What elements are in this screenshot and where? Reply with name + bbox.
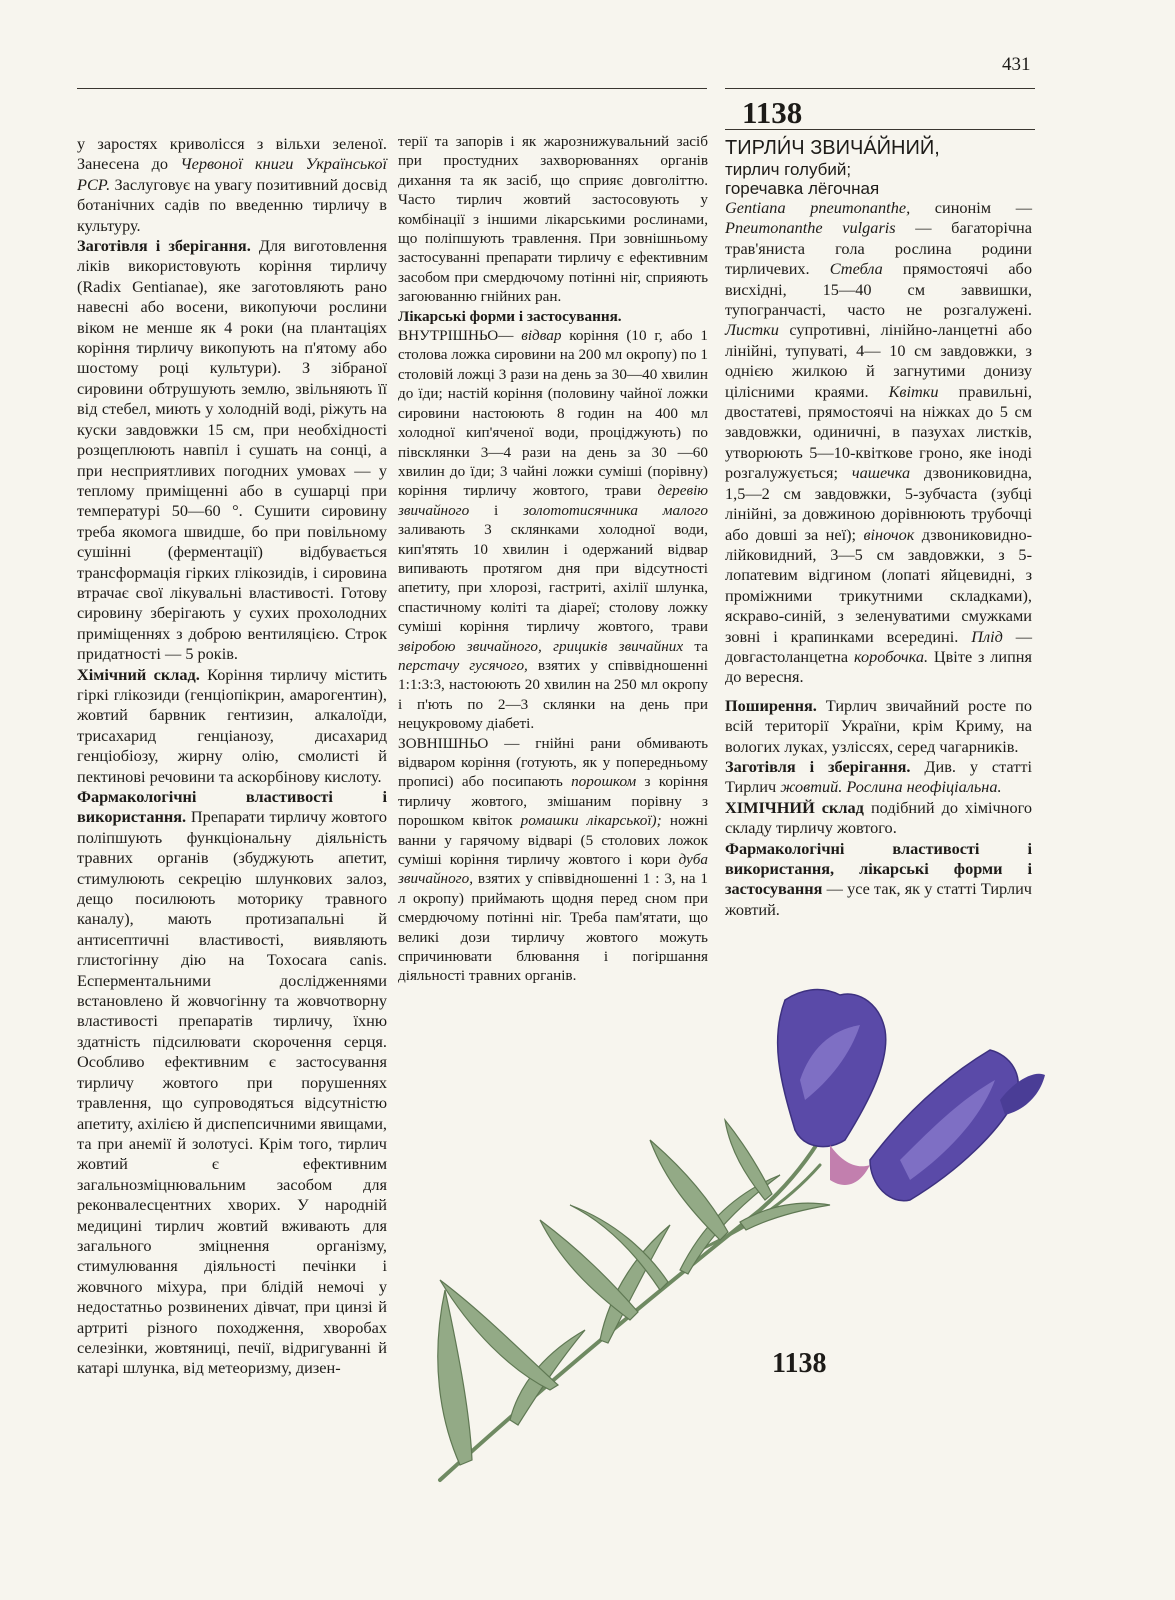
text-run: Поширення. [725,695,817,715]
entry-number: 1138 [742,95,803,130]
text-run: супротивні, лінійно-ланцетні або лінійні, тупуваті, 4— 10 см завдовжки, з однією жилкою й загнутими донизу цілісними краями. [725,320,1032,401]
text-run: правильні, двостатеві, прямостоячі на ніжках до 5 см завдовжки, одиничні, в пазухах листків, утворюють 5—10-квіткове гроно, яке іноді розгалужується; [725,381,1032,483]
text-run: Коріння тирличу містить гіркі глікозиди (генціопікрин, амарогентин), жовтий барвник гентизин, алкалоїди, трисахарид генціанозу, дисахарид генціобіозу, жирну олію, смолисті й пектинові речовини та аскорбінову кислоту. [77,664,387,786]
main-stem [440,1080,850,1480]
text-run: коріння (10 г, або 1 столова ложка сировини на 200 мл окропу) по 1 столовій ложці 3 рази на день за 30—40 хвилин до їди; настій коріння (половину чайної ложки сировини настоюють 8 годин на 400 мл холодної кип'яченої води, проціджують) по півсклянки 3—4 рази на день за 30 —60 хвилин до їди; 3 чайні ложки суміші (порівну) коріння тирличу жовтого, трави [398,327,709,500]
text-run: Заготівля і зберігання. [725,756,911,776]
text-run: деревію звичайного [398,482,708,519]
text-run: з коріння тирличу жовтого, змішаним порівну з порошком квіток [398,773,708,830]
text-run: Цвіте з липня до вересня. [725,646,1032,687]
column-middle-text [398,132,708,986]
text-run: Хімічний склад. [77,664,200,684]
text-run: віночок [863,524,915,544]
text-run: взятих у співвідношенні 1 : 3, на 1 л окропу) приймають щодня перед сном при смердючому потінні ніг. Треба пам'ятати, що великі дози тирличу жовтого можуть спричинювати блювання і погіршання діяльності травних органів. [398,870,708,985]
text-run: Лікарські форми і застосування. [398,307,622,325]
text-run: перстачу гусячого, [398,656,528,674]
text-run: взятих у співвідношенні 1:1:3:3, настоюють 20 хвилин на 250 мл окропу і п'ють по 2—3 склянки на день при нецукровому діабеті. [398,656,708,733]
text-run: відвар [521,327,562,345]
text-run: Фармакологічні властивості і використання, лікарські форми і застосування [725,838,1032,899]
text-run: терії та запорів і як жарознижувальний засіб при простудних захворюваннях органів дихання та як засіб, що сприяє довголіттю. Часто тирлич жовтий застосовують у комбінації з іншими лікарськими рослинами, що поліпшують травлення. При зовнішньому застосуванні препарати тирличу є ефективним засобом при смердючому потінні ніг, сприяють загоюванню гнійних ран. [398,133,708,306]
text-run: Стебла [829,259,883,279]
text-run: звіробою звичайного, грициків звичайних [398,637,684,655]
text-run: Заготівля і зберігання. [77,236,251,256]
text-run: Препарати тирличу жовтого поліпшують функціональну діяльність травних органів (збуджують апетит, стимулюють секрецію шлункових залоз, дещо посилюють моторику травного каналу), мають протизапальні й антисептичні властивості, виявляють глистогінну дію на Toxocara canis. Есперментальними дослідженнями встановлено й жовчогінну та жовчотворну властивості препаратів тирличу, їхню здатність підсилювати скорочення серця. Особливо ефективним є застосування тирличу жовтого при порушеннях травлення, що супроводяться відсутністю апетиту, ахілією й диспепсичними явищами, та при анемії й золотусі. Крім того, тирлич жовтий є ефективним загальнозміцнювальним засобом для реконвалесцентних хворих. У народній медицині тирлич жовтий вживають для загального зміцнення організму, стимулювання діяльності печінки і жовчного міхура, при блідій немочі у недостатньо розвинених дівчат, при цинзі й артриті різного походження, хворобах селезінки, жовтяниці, печії, відригуванні й катарі шлунка, від метеоризму, дизен- [77,807,387,1378]
text-run: Заслуговує на увагу позитивний досвід ботанічних садів по введенню тирличу в культуру. [77,174,387,235]
text-run: золототисячника малого [523,501,708,519]
text-run: Квітки [888,381,939,401]
text-run: Див. у статті Тирлич [725,756,1032,797]
text-run: Листки [725,320,779,340]
text-run: — багаторічна трав'яниста гола рослина родини тирличевих. [725,218,1032,279]
text-run: Фармакологічні властивості і використання. [77,787,387,827]
text-run: у заростях криволісся з вільхи зеленої. Занесена до [77,134,387,174]
column-left [77,134,387,1379]
gentian-illustration [400,960,1060,1520]
entry-synonym-ukrainian: тирлич голубий; [725,160,852,179]
header-rule-left [77,88,707,89]
text-run: ЗОВНІШНЬО — гнійні рани обмивають відваром коріння (готують, як у попередньому прописі) або посипають [398,734,708,791]
text-run: — усе так, як у статті Тирлич жовтий. [725,879,1032,919]
text-run: дзвониковидна, 1,5—2 см завдовжки, 5-зубчаста (зубці лінійні, за довжиною дорівнюють трубочці або довші за неї); [725,463,1032,544]
paragraph-gap [725,688,1032,696]
text-run: ВНУТРІШНЬО— [398,327,522,345]
text-run: жовтий. Рослина неофіціальна. [780,777,1002,797]
text-run: дзвониковидно-лійковидний, 3—5 см завдовжки, з 5-лопатевим відгином (лопаті яйцевидні, з проміжними трикутними складками), яскраво-синій, з зеленуватими смужками зовні і крапинками всередині. [725,524,1033,646]
text-run: заливають 3 склянками холодної води, кип'ятять 10 хвилин і одержаний відвар випивають протягом дня при відсутності апетиту, при хлорозі, гастриті, ахілії шлунка, спастичному коліті та діареї; столову ложку суміші коріння тирличу жовтого, трави [398,521,708,636]
text-run: ромашки лікарської); [520,812,662,830]
entry-synonym-russian: горечавка лёгочная [725,179,880,198]
text-run: Для виготовлення ліків використовують коріння тирличу (Radix Gentianae), яке заготовляють рано навесні або восени, викопуючи рослини віком не менше як 4 роки (на плантаціях коріння тирличу викопують на п'ятому або шостому році культури). З зібраної сировини обтрушують землю, звільняють її від стебел, миють у холодній воді, ріжуть на куски завдовжки 15 см, при необхідності розщеплюють навпіл і сушать на сонці, а при несприятливих погодних умовах — у теплому приміщенні або в сушарці при температурі 50—60 °. Сушити сировину треба якомога швидше, бо при повільному сушінні (ферментації) відбувається трансформація гірких глікозидів, і сировина втрачає свої лікувальні властивості. Готову сировину зберігають у сухих прохолодних приміщеннях з доброю вентиляцією. Строк придатності — 5 років. [77,236,387,664]
column-right [725,136,1032,920]
text-run: прямостоячі або висхідні, 15—40 см заввишки, тупогранчасті, часто не розгалужені. [725,259,1032,320]
flower-calyx [830,1145,870,1185]
figure-number: 1138 [772,1348,827,1379]
text-run: подібний до хімічного складу тирличу жовтого. [725,797,1032,838]
header-rule-right [725,88,1035,89]
entry-details [725,696,1032,920]
text-run: Тирлич звичайний росте по всій території України, крім Криму, на вологих луках, узліссях, серед чагарників. [725,695,1032,756]
text-run: дуба звичайного, [398,851,708,888]
text-run: Червоної книги Української РСР. [77,154,387,194]
text-run: — довгастоланцетна [725,626,1032,666]
text-run: чашечка [851,463,911,483]
text-run: та [683,637,708,655]
text-run: синонім — [910,198,1032,217]
text-run: Pneumonanthe vulgaris [725,218,896,238]
entry-title: ТИРЛИ́Ч ЗВИЧА́ЙНИЙ, [725,137,940,159]
column-left-text [77,134,387,1379]
text-run: Gentiana pneumonanthe, [725,198,911,217]
leaves [438,1120,830,1465]
text-run: ножні ванни у гарячому відварі (5 столових ложок суміші коріння тирличу жовтого і кори [398,812,708,869]
entry-description [725,198,1032,688]
text-run: Плід [971,626,1003,646]
text-run: порошком [571,773,637,791]
header-rule-bottom [725,129,1035,130]
text-run: ХІМІЧНИЙ склад [725,797,864,817]
page-number: 431 [1002,54,1031,75]
text-run: і [469,501,524,519]
text-run: коробочка. [853,646,929,666]
column-middle [398,132,708,986]
